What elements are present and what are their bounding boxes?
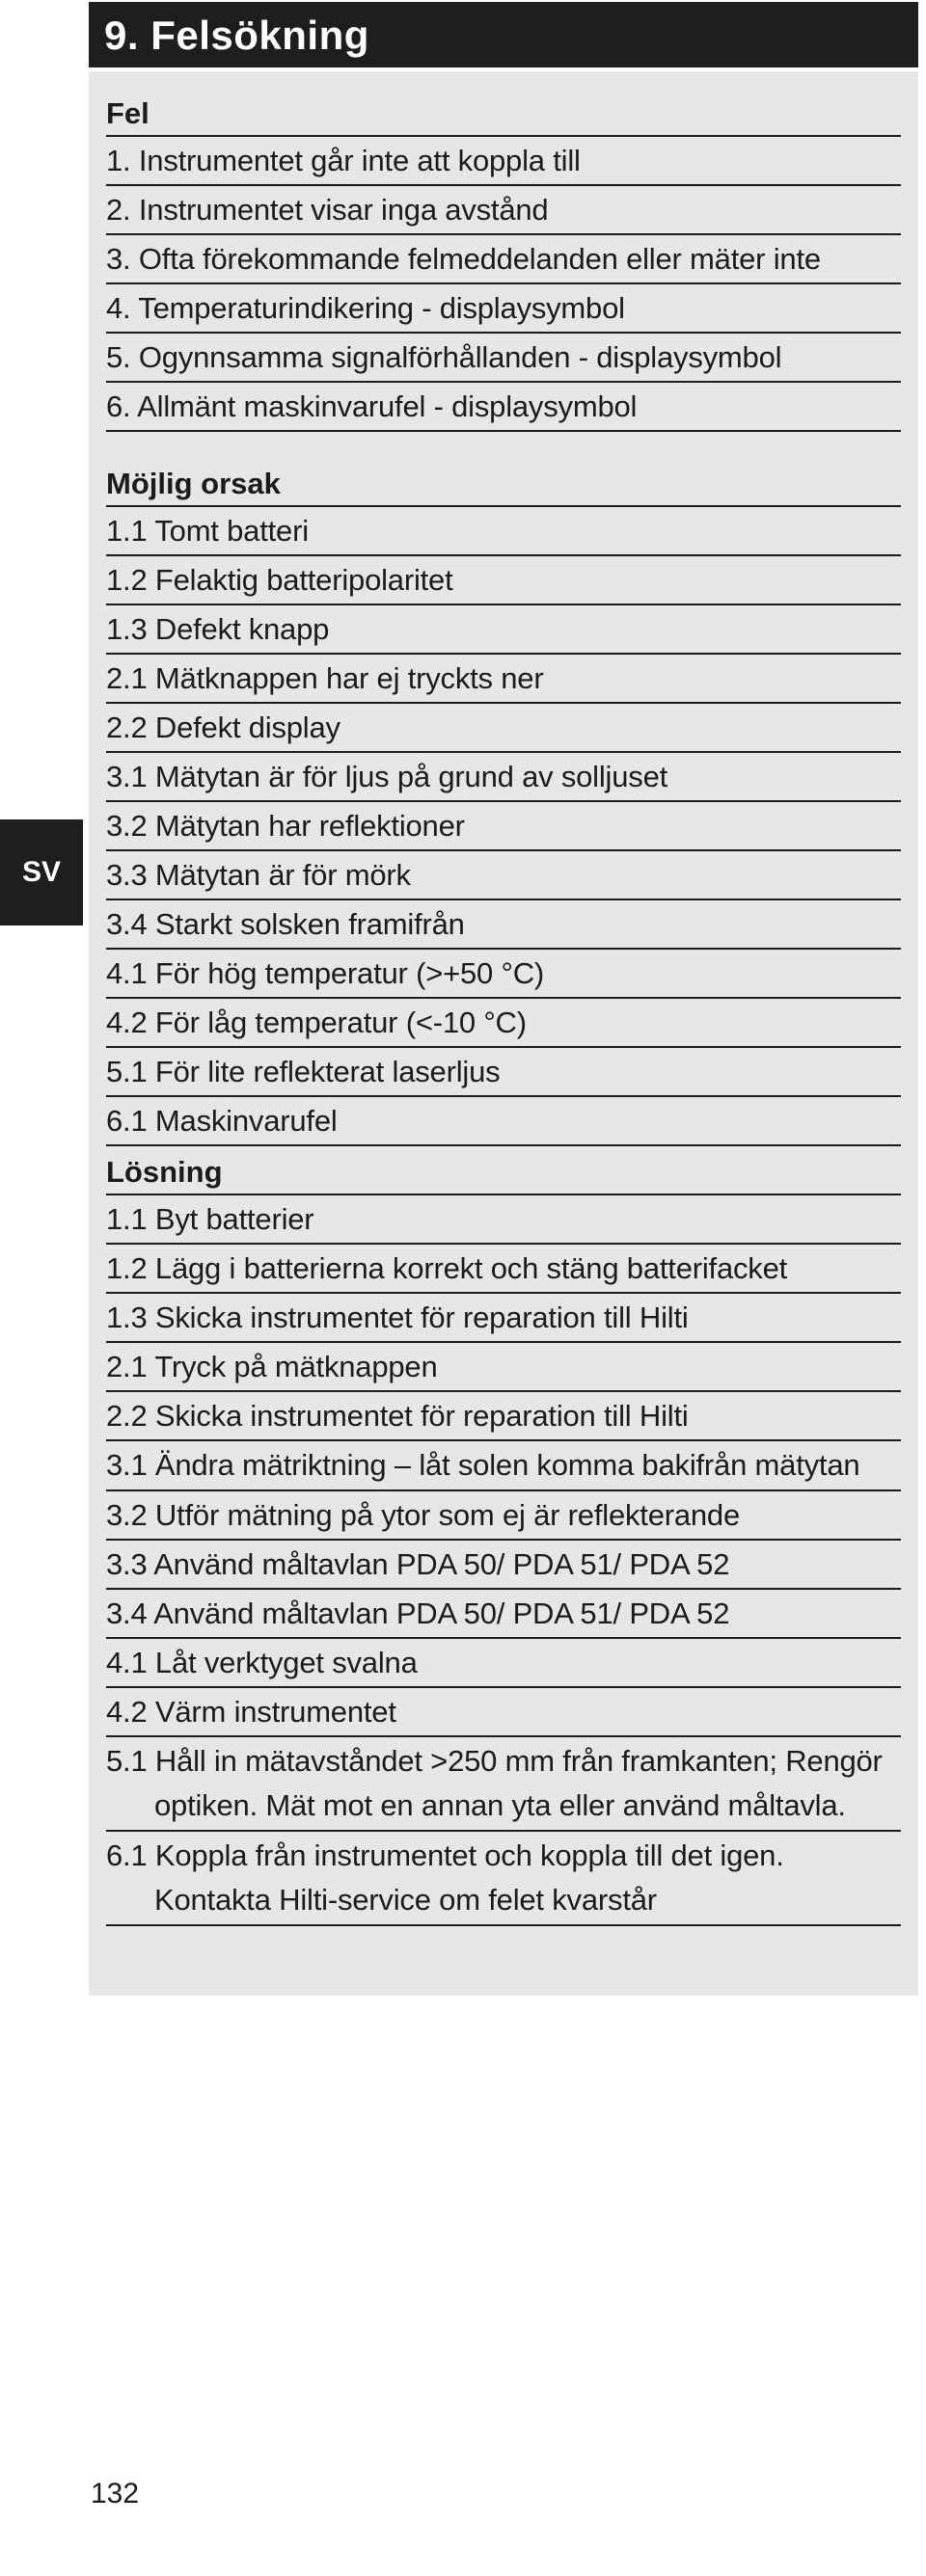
orsak-item: 2.1 Mätknappen har ej tryckts ner <box>106 655 901 704</box>
losning-item: 3.1 Ändra mätriktning – låt solen komma bakifrån mätytan <box>106 1441 901 1491</box>
losning-item: 1.3 Skicka instrumentet för reparation till Hilti <box>106 1294 901 1343</box>
losning-item: 5.1 Håll in mätavståndet >250 mm från framkanten; Rengör optiken. Mät mot en annan yta eller använd måltavla. <box>106 1737 901 1832</box>
language-tab: SV <box>0 819 83 926</box>
losning-item: 4.1 Låt verktyget svalna <box>106 1639 901 1688</box>
fel-item: 5. Ogynnsamma signalförhållanden - displaysymbol <box>106 334 901 383</box>
fel-item: 3. Ofta förekommande felmeddelanden eller mäter inte <box>106 235 901 284</box>
orsak-item: 1.2 Felaktig batteripolaritet <box>106 556 901 605</box>
orsak-section <box>106 461 901 1146</box>
page-title: 9. Felsökning <box>89 2 918 67</box>
troubleshooting-panel <box>89 71 918 1996</box>
orsak-item: 6.1 Maskinvarufel <box>106 1097 901 1146</box>
fel-section <box>106 91 901 432</box>
orsak-item: 5.1 För lite reflekterat laserljus <box>106 1048 901 1097</box>
losning-item: 2.2 Skicka instrumentet för reparation till Hilti <box>106 1392 901 1441</box>
losning-item: 2.1 Tryck på mätknappen <box>106 1343 901 1392</box>
losning-section <box>106 1149 901 1926</box>
losning-item: 3.2 Utför mätning på ytor som ej är reflekterande <box>106 1491 901 1541</box>
losning-item: 4.2 Värm instrumentet <box>106 1688 901 1737</box>
losning-item: 3.4 Använd måltavlan PDA 50/ PDA 51/ PDA 52 <box>106 1590 901 1639</box>
fel-item: 2. Instrumentet visar inga avstånd <box>106 186 901 235</box>
orsak-item: 3.3 Mätytan är för mörk <box>106 851 901 900</box>
orsak-item: 2.2 Defekt display <box>106 704 901 753</box>
orsak-item: 3.2 Mätytan har reflektioner <box>106 802 901 851</box>
losning-item: 1.2 Lägg i batterierna korrekt och stäng batterifacket <box>106 1245 901 1294</box>
orsak-item: 4.2 För låg temperatur (<-10 °C) <box>106 999 901 1048</box>
orsak-item: 4.1 För hög temperatur (>+50 °C) <box>106 950 901 999</box>
fel-item: 6. Allmänt maskinvarufel - displaysymbol <box>106 383 901 432</box>
losning-item: 6.1 Koppla från instrumentet och koppla till det igen. Kontakta Hilti-service om felet kvarstår <box>106 1832 901 1926</box>
fel-item: 4. Temperaturindikering - displaysymbol <box>106 284 901 334</box>
orsak-item: 1.3 Defekt knapp <box>106 605 901 655</box>
orsak-item: 1.1 Tomt batteri <box>106 507 901 556</box>
fel-item: 1. Instrumentet går inte att koppla till <box>106 137 901 186</box>
fel-heading: Fel <box>106 91 901 137</box>
orsak-item: 3.4 Starkt solsken framifrån <box>106 900 901 950</box>
orsak-heading: Möjlig orsak <box>106 461 901 507</box>
losning-item: 1.1 Byt batterier <box>106 1195 901 1245</box>
losning-item: 3.3 Använd måltavlan PDA 50/ PDA 51/ PDA 52 <box>106 1541 901 1590</box>
orsak-item: 3.1 Mätytan är för ljus på grund av solljuset <box>106 753 901 802</box>
page-number: 132 <box>91 2478 140 2509</box>
losning-heading: Lösning <box>106 1149 901 1195</box>
